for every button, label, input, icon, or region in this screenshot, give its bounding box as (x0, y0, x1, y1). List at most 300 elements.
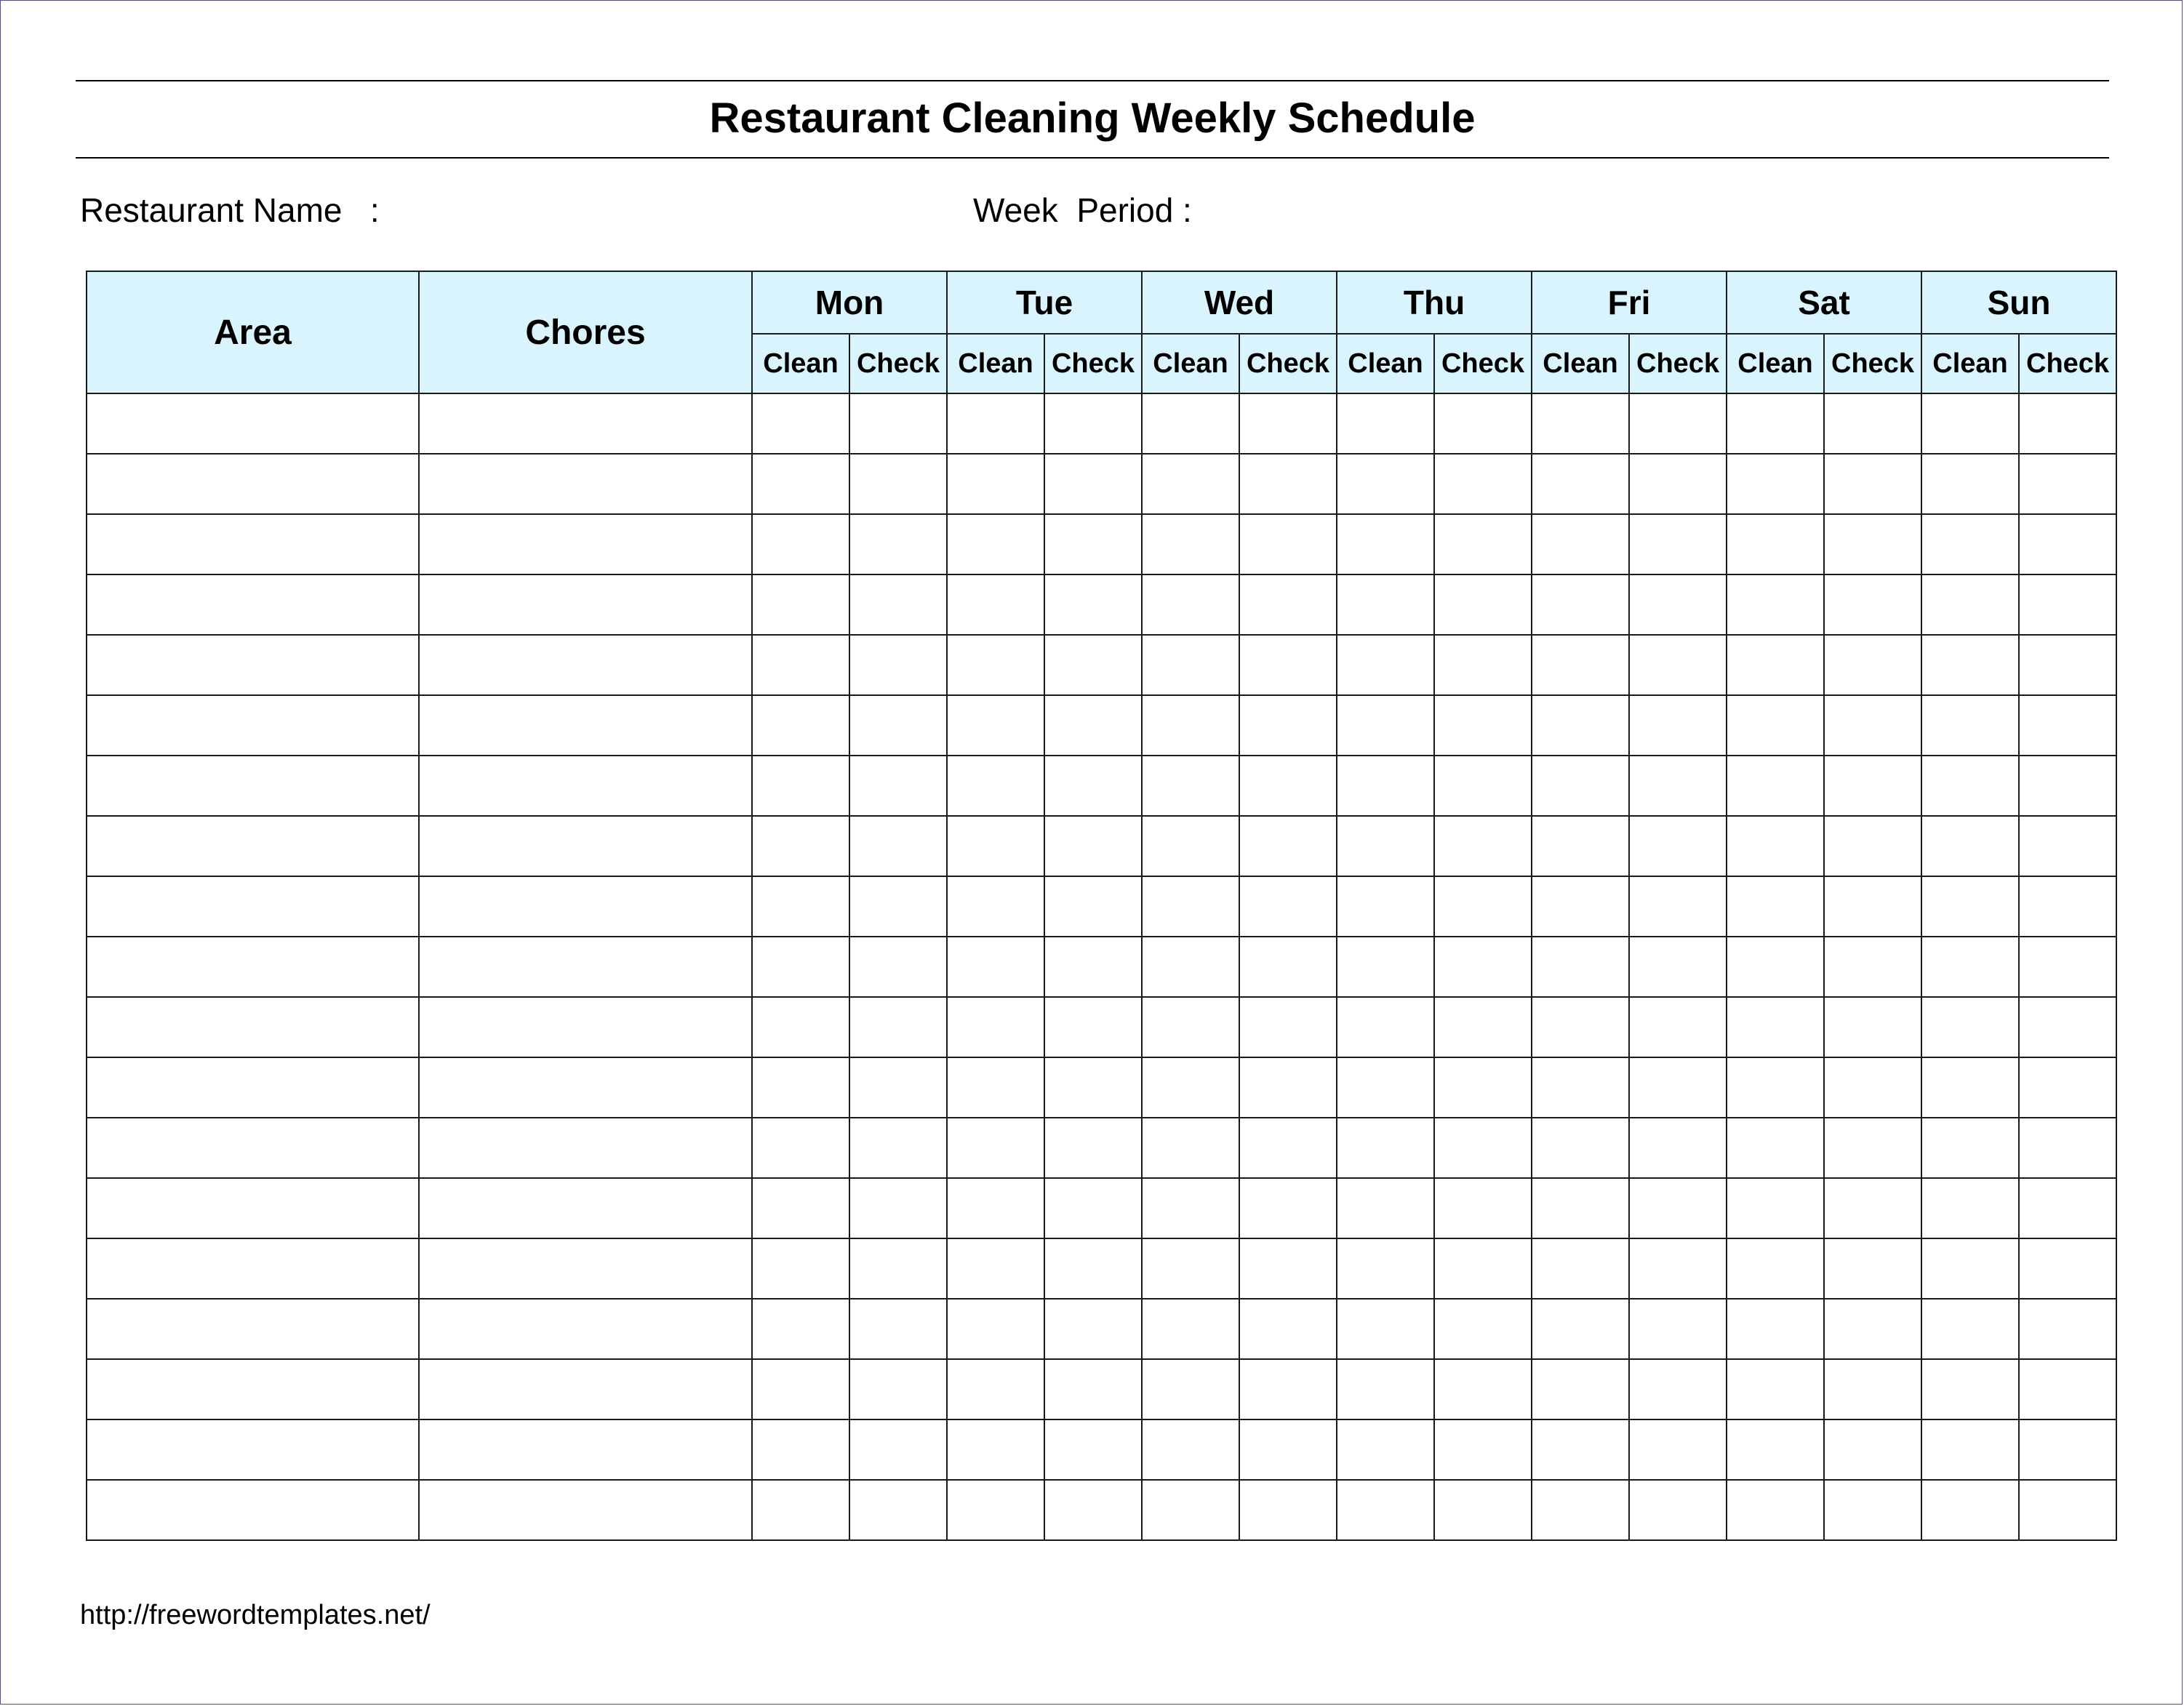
clean-cell[interactable] (1532, 997, 1629, 1057)
area-cell[interactable] (87, 1419, 419, 1480)
clean-cell[interactable] (1532, 1419, 1629, 1480)
clean-cell[interactable] (1727, 1419, 1824, 1480)
check-cell[interactable] (2019, 1118, 2116, 1178)
check-cell[interactable] (849, 1057, 947, 1118)
chores-cell[interactable] (419, 514, 752, 574)
check-cell[interactable] (1434, 574, 1532, 635)
clean-cell[interactable] (752, 1178, 849, 1238)
check-cell[interactable] (1434, 635, 1532, 695)
check-cell[interactable] (1434, 695, 1532, 756)
clean-cell[interactable] (752, 1238, 849, 1299)
area-cell[interactable] (87, 1057, 419, 1118)
check-cell[interactable] (2019, 1480, 2116, 1540)
clean-cell[interactable] (752, 574, 849, 635)
check-cell[interactable] (1239, 1178, 1337, 1238)
chores-cell[interactable] (419, 756, 752, 816)
check-cell[interactable] (1629, 1359, 1727, 1419)
check-cell[interactable] (1044, 514, 1142, 574)
check-cell[interactable] (849, 816, 947, 876)
check-cell[interactable] (849, 514, 947, 574)
clean-cell[interactable] (1532, 756, 1629, 816)
check-cell[interactable] (2019, 816, 2116, 876)
area-cell[interactable] (87, 454, 419, 514)
clean-cell[interactable] (1142, 1238, 1239, 1299)
clean-cell[interactable] (1337, 1419, 1434, 1480)
check-cell[interactable] (2019, 635, 2116, 695)
clean-cell[interactable] (1337, 997, 1434, 1057)
clean-cell[interactable] (1727, 393, 1824, 454)
check-cell[interactable] (1239, 1057, 1337, 1118)
chores-cell[interactable] (419, 695, 752, 756)
check-cell[interactable] (849, 756, 947, 816)
clean-cell[interactable] (1727, 635, 1824, 695)
clean-cell[interactable] (1532, 1178, 1629, 1238)
clean-cell[interactable] (1142, 1057, 1239, 1118)
clean-cell[interactable] (1532, 574, 1629, 635)
check-cell[interactable] (1044, 1238, 1142, 1299)
clean-cell[interactable] (1337, 1057, 1434, 1118)
chores-cell[interactable] (419, 997, 752, 1057)
clean-cell[interactable] (947, 695, 1044, 756)
clean-cell[interactable] (1532, 937, 1629, 997)
area-cell[interactable] (87, 997, 419, 1057)
check-cell[interactable] (1434, 393, 1532, 454)
chores-cell[interactable] (419, 1118, 752, 1178)
clean-cell[interactable] (1142, 393, 1239, 454)
check-cell[interactable] (2019, 1057, 2116, 1118)
check-cell[interactable] (1824, 1299, 1921, 1359)
clean-cell[interactable] (1532, 1057, 1629, 1118)
chores-cell[interactable] (419, 1057, 752, 1118)
clean-cell[interactable] (1727, 756, 1824, 816)
check-cell[interactable] (2019, 695, 2116, 756)
check-cell[interactable] (1629, 816, 1727, 876)
clean-cell[interactable] (947, 454, 1044, 514)
check-cell[interactable] (849, 1299, 947, 1359)
check-cell[interactable] (1434, 756, 1532, 816)
check-cell[interactable] (1824, 816, 1921, 876)
clean-cell[interactable] (1921, 393, 2019, 454)
check-cell[interactable] (1434, 514, 1532, 574)
check-cell[interactable] (1239, 1419, 1337, 1480)
check-cell[interactable] (1824, 1359, 1921, 1419)
clean-cell[interactable] (1142, 454, 1239, 514)
clean-cell[interactable] (1727, 1238, 1824, 1299)
clean-cell[interactable] (1142, 1118, 1239, 1178)
chores-cell[interactable] (419, 454, 752, 514)
clean-cell[interactable] (1727, 574, 1824, 635)
clean-cell[interactable] (947, 997, 1044, 1057)
clean-cell[interactable] (947, 393, 1044, 454)
area-cell[interactable] (87, 756, 419, 816)
check-cell[interactable] (1629, 937, 1727, 997)
check-cell[interactable] (1824, 454, 1921, 514)
check-cell[interactable] (1044, 1178, 1142, 1238)
clean-cell[interactable] (1142, 635, 1239, 695)
footer-url[interactable]: http://freewordtemplates.net/ (80, 1600, 431, 1630)
clean-cell[interactable] (1532, 695, 1629, 756)
check-cell[interactable] (2019, 876, 2116, 937)
check-cell[interactable] (849, 635, 947, 695)
chores-cell[interactable] (419, 1480, 752, 1540)
area-cell[interactable] (87, 937, 419, 997)
clean-cell[interactable] (752, 1057, 849, 1118)
check-cell[interactable] (1824, 997, 1921, 1057)
clean-cell[interactable] (1142, 756, 1239, 816)
check-cell[interactable] (1434, 937, 1532, 997)
clean-cell[interactable] (1532, 393, 1629, 454)
check-cell[interactable] (1629, 1480, 1727, 1540)
clean-cell[interactable] (1337, 454, 1434, 514)
check-cell[interactable] (1629, 1419, 1727, 1480)
clean-cell[interactable] (1727, 1057, 1824, 1118)
clean-cell[interactable] (752, 816, 849, 876)
check-cell[interactable] (1434, 1118, 1532, 1178)
check-cell[interactable] (849, 1178, 947, 1238)
check-cell[interactable] (1824, 756, 1921, 816)
check-cell[interactable] (1239, 1480, 1337, 1540)
check-cell[interactable] (1629, 514, 1727, 574)
clean-cell[interactable] (1142, 1299, 1239, 1359)
clean-cell[interactable] (1337, 816, 1434, 876)
clean-cell[interactable] (1921, 756, 2019, 816)
clean-cell[interactable] (947, 1359, 1044, 1419)
check-cell[interactable] (1044, 1480, 1142, 1540)
check-cell[interactable] (1239, 574, 1337, 635)
clean-cell[interactable] (1337, 876, 1434, 937)
clean-cell[interactable] (752, 1480, 849, 1540)
area-cell[interactable] (87, 1178, 419, 1238)
clean-cell[interactable] (1921, 574, 2019, 635)
check-cell[interactable] (1239, 876, 1337, 937)
check-cell[interactable] (1434, 1480, 1532, 1540)
clean-cell[interactable] (1337, 635, 1434, 695)
clean-cell[interactable] (947, 1118, 1044, 1178)
check-cell[interactable] (1629, 997, 1727, 1057)
clean-cell[interactable] (947, 816, 1044, 876)
clean-cell[interactable] (947, 937, 1044, 997)
clean-cell[interactable] (1532, 1299, 1629, 1359)
clean-cell[interactable] (1142, 937, 1239, 997)
clean-cell[interactable] (1337, 514, 1434, 574)
chores-cell[interactable] (419, 1359, 752, 1419)
clean-cell[interactable] (752, 937, 849, 997)
clean-cell[interactable] (1532, 1480, 1629, 1540)
check-cell[interactable] (849, 1238, 947, 1299)
chores-cell[interactable] (419, 1299, 752, 1359)
chores-cell[interactable] (419, 1419, 752, 1480)
clean-cell[interactable] (752, 1299, 849, 1359)
clean-cell[interactable] (752, 635, 849, 695)
check-cell[interactable] (1044, 393, 1142, 454)
check-cell[interactable] (849, 393, 947, 454)
check-cell[interactable] (2019, 514, 2116, 574)
check-cell[interactable] (1824, 393, 1921, 454)
clean-cell[interactable] (947, 635, 1044, 695)
check-cell[interactable] (2019, 1359, 2116, 1419)
clean-cell[interactable] (1921, 1359, 2019, 1419)
check-cell[interactable] (1434, 1178, 1532, 1238)
clean-cell[interactable] (752, 756, 849, 816)
check-cell[interactable] (1434, 1299, 1532, 1359)
clean-cell[interactable] (947, 1419, 1044, 1480)
clean-cell[interactable] (1727, 1359, 1824, 1419)
clean-cell[interactable] (752, 454, 849, 514)
check-cell[interactable] (1239, 393, 1337, 454)
clean-cell[interactable] (1337, 574, 1434, 635)
clean-cell[interactable] (1921, 1299, 2019, 1359)
check-cell[interactable] (1239, 756, 1337, 816)
chores-cell[interactable] (419, 1238, 752, 1299)
check-cell[interactable] (1434, 816, 1532, 876)
clean-cell[interactable] (1727, 816, 1824, 876)
check-cell[interactable] (2019, 756, 2116, 816)
check-cell[interactable] (2019, 1419, 2116, 1480)
chores-cell[interactable] (419, 816, 752, 876)
check-cell[interactable] (849, 937, 947, 997)
clean-cell[interactable] (1142, 695, 1239, 756)
clean-cell[interactable] (752, 514, 849, 574)
check-cell[interactable] (1239, 816, 1337, 876)
clean-cell[interactable] (1921, 454, 2019, 514)
clean-cell[interactable] (752, 997, 849, 1057)
check-cell[interactable] (1824, 635, 1921, 695)
check-cell[interactable] (1434, 1057, 1532, 1118)
clean-cell[interactable] (1142, 574, 1239, 635)
clean-cell[interactable] (947, 514, 1044, 574)
clean-cell[interactable] (947, 1299, 1044, 1359)
check-cell[interactable] (849, 1118, 947, 1178)
clean-cell[interactable] (1142, 816, 1239, 876)
check-cell[interactable] (1044, 1299, 1142, 1359)
check-cell[interactable] (1434, 1419, 1532, 1480)
check-cell[interactable] (1824, 1178, 1921, 1238)
check-cell[interactable] (1629, 454, 1727, 514)
area-cell[interactable] (87, 1238, 419, 1299)
check-cell[interactable] (1239, 454, 1337, 514)
check-cell[interactable] (2019, 1299, 2116, 1359)
clean-cell[interactable] (1142, 1359, 1239, 1419)
check-cell[interactable] (1239, 695, 1337, 756)
area-cell[interactable] (87, 695, 419, 756)
check-cell[interactable] (1434, 1238, 1532, 1299)
area-cell[interactable] (87, 574, 419, 635)
check-cell[interactable] (1824, 574, 1921, 635)
check-cell[interactable] (1044, 997, 1142, 1057)
chores-cell[interactable] (419, 393, 752, 454)
chores-cell[interactable] (419, 635, 752, 695)
check-cell[interactable] (1044, 937, 1142, 997)
clean-cell[interactable] (1727, 876, 1824, 937)
clean-cell[interactable] (1532, 454, 1629, 514)
check-cell[interactable] (1629, 635, 1727, 695)
clean-cell[interactable] (752, 393, 849, 454)
check-cell[interactable] (849, 876, 947, 937)
clean-cell[interactable] (1532, 1238, 1629, 1299)
clean-cell[interactable] (1142, 876, 1239, 937)
chores-cell[interactable] (419, 876, 752, 937)
check-cell[interactable] (849, 1419, 947, 1480)
check-cell[interactable] (1239, 1238, 1337, 1299)
check-cell[interactable] (1824, 1238, 1921, 1299)
check-cell[interactable] (1824, 1118, 1921, 1178)
check-cell[interactable] (1044, 1419, 1142, 1480)
check-cell[interactable] (1629, 876, 1727, 937)
clean-cell[interactable] (1532, 1359, 1629, 1419)
check-cell[interactable] (1044, 574, 1142, 635)
chores-cell[interactable] (419, 937, 752, 997)
check-cell[interactable] (1044, 756, 1142, 816)
area-cell[interactable] (87, 876, 419, 937)
clean-cell[interactable] (947, 1057, 1044, 1118)
clean-cell[interactable] (1727, 1480, 1824, 1540)
check-cell[interactable] (1044, 1118, 1142, 1178)
clean-cell[interactable] (1337, 393, 1434, 454)
check-cell[interactable] (1434, 454, 1532, 514)
check-cell[interactable] (1239, 997, 1337, 1057)
check-cell[interactable] (849, 997, 947, 1057)
check-cell[interactable] (849, 1359, 947, 1419)
area-cell[interactable] (87, 1359, 419, 1419)
clean-cell[interactable] (1532, 876, 1629, 937)
clean-cell[interactable] (1727, 454, 1824, 514)
clean-cell[interactable] (752, 1419, 849, 1480)
check-cell[interactable] (2019, 1178, 2116, 1238)
clean-cell[interactable] (1921, 1238, 2019, 1299)
clean-cell[interactable] (1532, 1118, 1629, 1178)
check-cell[interactable] (849, 454, 947, 514)
check-cell[interactable] (1824, 1480, 1921, 1540)
check-cell[interactable] (1629, 1299, 1727, 1359)
clean-cell[interactable] (1337, 1238, 1434, 1299)
clean-cell[interactable] (1142, 1480, 1239, 1540)
clean-cell[interactable] (1142, 514, 1239, 574)
clean-cell[interactable] (1727, 997, 1824, 1057)
check-cell[interactable] (1044, 695, 1142, 756)
clean-cell[interactable] (1337, 695, 1434, 756)
check-cell[interactable] (1434, 1359, 1532, 1419)
clean-cell[interactable] (1337, 1178, 1434, 1238)
clean-cell[interactable] (1921, 937, 2019, 997)
chores-cell[interactable] (419, 1178, 752, 1238)
check-cell[interactable] (1824, 876, 1921, 937)
check-cell[interactable] (1239, 1118, 1337, 1178)
check-cell[interactable] (1044, 816, 1142, 876)
clean-cell[interactable] (1921, 514, 2019, 574)
clean-cell[interactable] (1921, 1480, 2019, 1540)
clean-cell[interactable] (947, 876, 1044, 937)
clean-cell[interactable] (1532, 635, 1629, 695)
clean-cell[interactable] (1921, 997, 2019, 1057)
area-cell[interactable] (87, 514, 419, 574)
clean-cell[interactable] (1337, 1359, 1434, 1419)
check-cell[interactable] (1824, 1419, 1921, 1480)
clean-cell[interactable] (1532, 816, 1629, 876)
check-cell[interactable] (1629, 574, 1727, 635)
check-cell[interactable] (2019, 1238, 2116, 1299)
check-cell[interactable] (1629, 1178, 1727, 1238)
check-cell[interactable] (1434, 997, 1532, 1057)
clean-cell[interactable] (1921, 876, 2019, 937)
check-cell[interactable] (1824, 695, 1921, 756)
check-cell[interactable] (2019, 393, 2116, 454)
clean-cell[interactable] (1142, 1419, 1239, 1480)
check-cell[interactable] (1239, 1359, 1337, 1419)
clean-cell[interactable] (1921, 695, 2019, 756)
clean-cell[interactable] (1337, 1299, 1434, 1359)
clean-cell[interactable] (1727, 937, 1824, 997)
check-cell[interactable] (1044, 1057, 1142, 1118)
check-cell[interactable] (2019, 574, 2116, 635)
check-cell[interactable] (849, 574, 947, 635)
clean-cell[interactable] (1532, 514, 1629, 574)
clean-cell[interactable] (1337, 756, 1434, 816)
area-cell[interactable] (87, 393, 419, 454)
clean-cell[interactable] (1727, 1178, 1824, 1238)
clean-cell[interactable] (752, 1118, 849, 1178)
area-cell[interactable] (87, 1480, 419, 1540)
check-cell[interactable] (1824, 1057, 1921, 1118)
check-cell[interactable] (1824, 514, 1921, 574)
clean-cell[interactable] (752, 1359, 849, 1419)
check-cell[interactable] (1629, 393, 1727, 454)
check-cell[interactable] (2019, 997, 2116, 1057)
clean-cell[interactable] (752, 695, 849, 756)
check-cell[interactable] (1629, 756, 1727, 816)
area-cell[interactable] (87, 1118, 419, 1178)
clean-cell[interactable] (752, 876, 849, 937)
clean-cell[interactable] (1921, 816, 2019, 876)
check-cell[interactable] (1239, 1299, 1337, 1359)
clean-cell[interactable] (947, 1178, 1044, 1238)
clean-cell[interactable] (1337, 1480, 1434, 1540)
check-cell[interactable] (2019, 937, 2116, 997)
check-cell[interactable] (2019, 454, 2116, 514)
clean-cell[interactable] (947, 574, 1044, 635)
clean-cell[interactable] (1727, 1299, 1824, 1359)
clean-cell[interactable] (1337, 937, 1434, 997)
check-cell[interactable] (1824, 937, 1921, 997)
check-cell[interactable] (1239, 937, 1337, 997)
check-cell[interactable] (1629, 1238, 1727, 1299)
clean-cell[interactable] (1727, 1118, 1824, 1178)
check-cell[interactable] (1629, 1118, 1727, 1178)
clean-cell[interactable] (1921, 1419, 2019, 1480)
clean-cell[interactable] (1921, 1178, 2019, 1238)
check-cell[interactable] (1434, 876, 1532, 937)
clean-cell[interactable] (1921, 1118, 2019, 1178)
check-cell[interactable] (1239, 635, 1337, 695)
clean-cell[interactable] (1142, 1178, 1239, 1238)
clean-cell[interactable] (947, 1238, 1044, 1299)
check-cell[interactable] (1044, 635, 1142, 695)
clean-cell[interactable] (1337, 1118, 1434, 1178)
area-cell[interactable] (87, 635, 419, 695)
clean-cell[interactable] (947, 1480, 1044, 1540)
clean-cell[interactable] (1727, 695, 1824, 756)
check-cell[interactable] (1044, 876, 1142, 937)
check-cell[interactable] (1239, 514, 1337, 574)
clean-cell[interactable] (1727, 514, 1824, 574)
check-cell[interactable] (1044, 454, 1142, 514)
check-cell[interactable] (1629, 1057, 1727, 1118)
clean-cell[interactable] (1921, 1057, 2019, 1118)
clean-cell[interactable] (947, 756, 1044, 816)
clean-cell[interactable] (1921, 635, 2019, 695)
clean-cell[interactable] (1142, 997, 1239, 1057)
check-cell[interactable] (1044, 1359, 1142, 1419)
chores-cell[interactable] (419, 574, 752, 635)
